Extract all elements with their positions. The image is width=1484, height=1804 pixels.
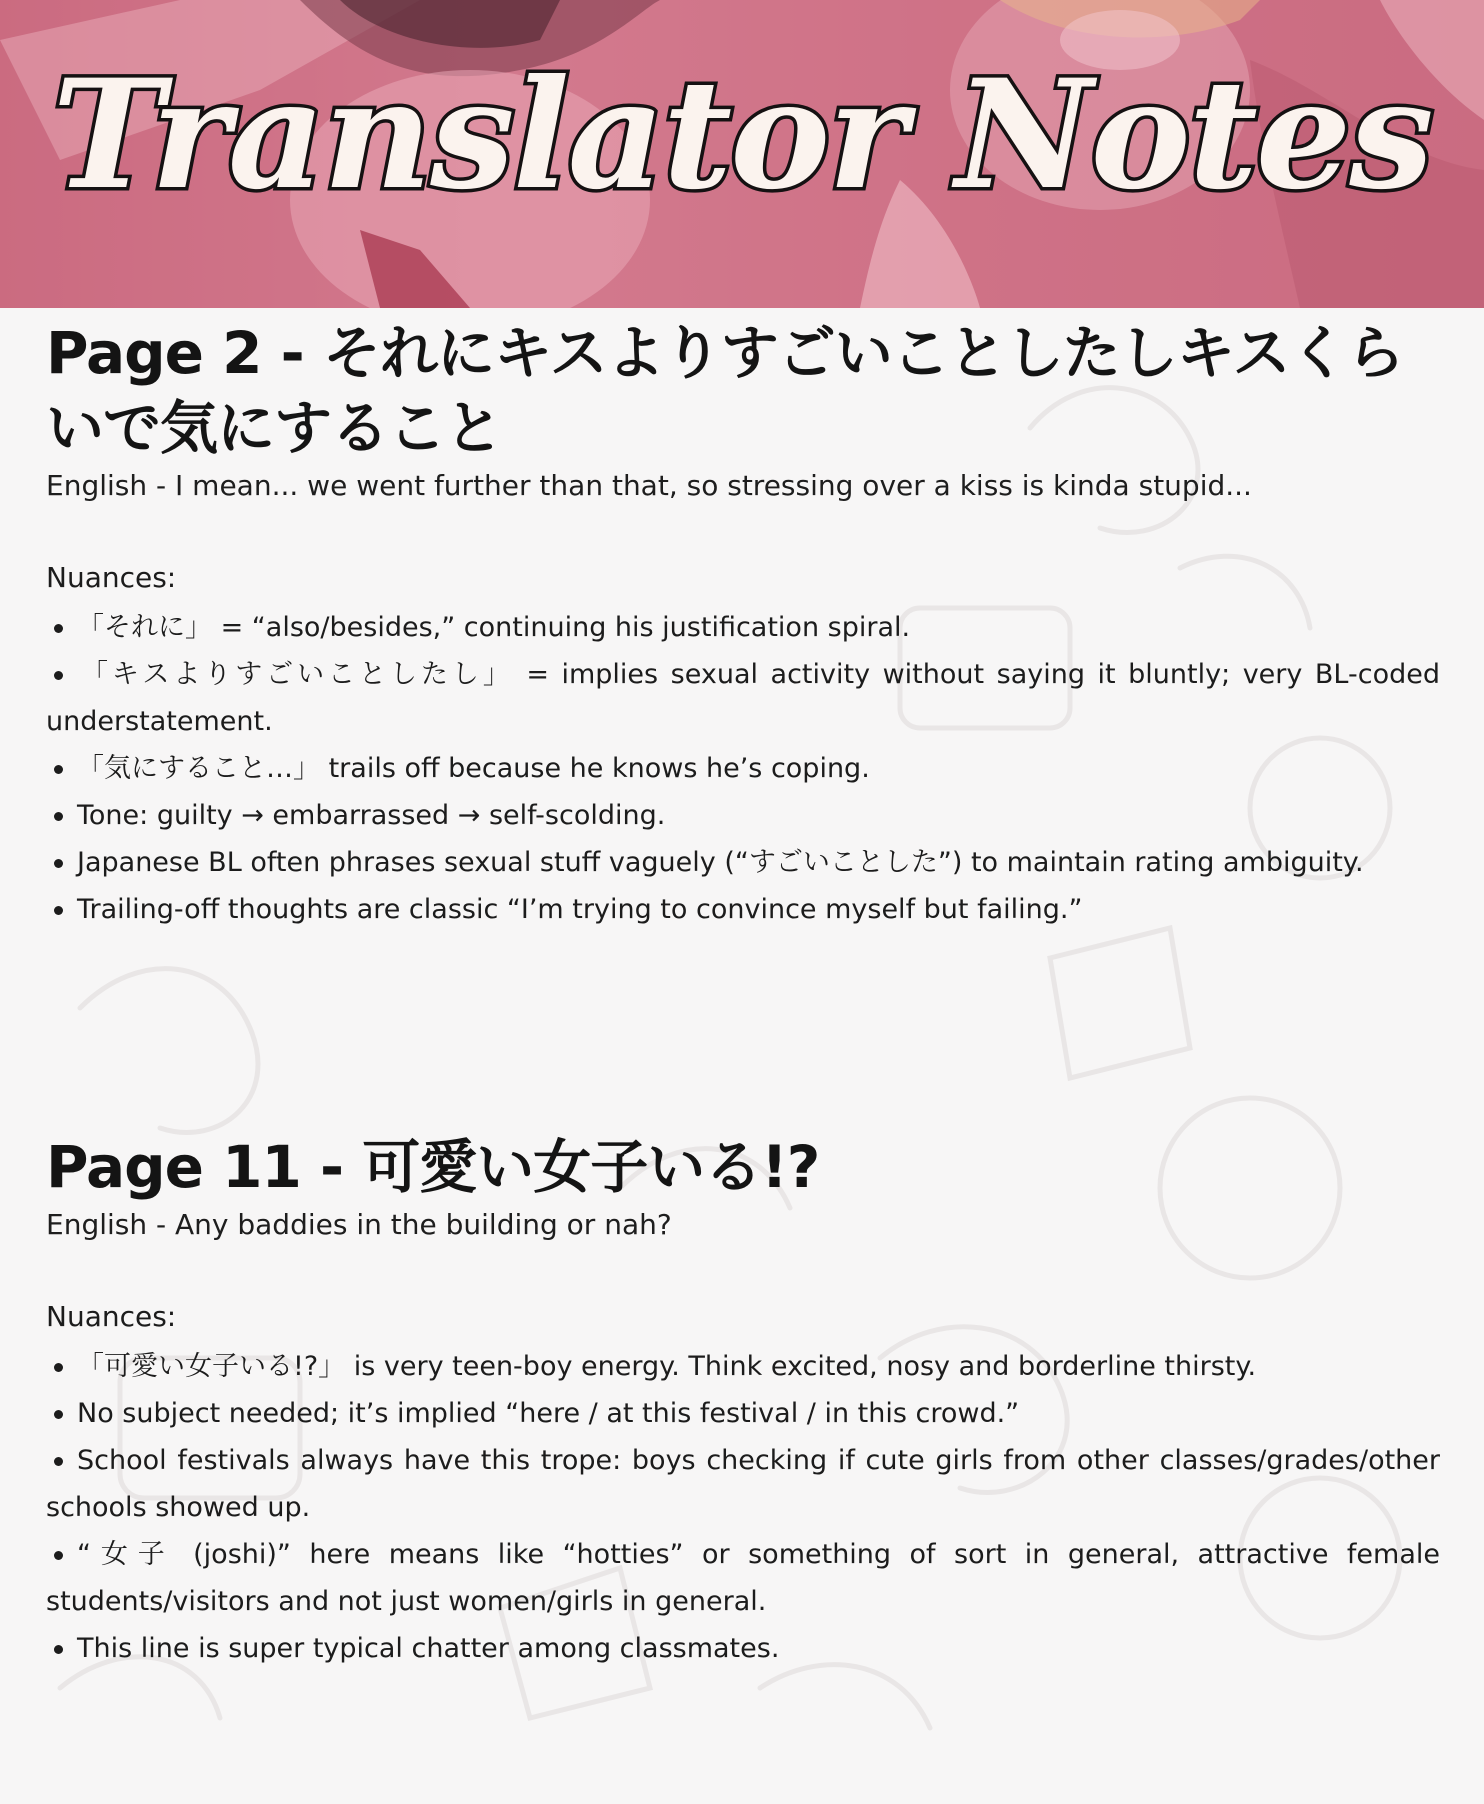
page-2-nuances-label: Nuances: xyxy=(46,561,177,594)
list-item: “女子 (joshi)” here means like “hotties” or something of sort in general, attractive female students/visitors and not just women/girls in general. xyxy=(46,1539,1440,1617)
list-item: Trailing-off thoughts are classic “I’m trying to convince myself but failing.” xyxy=(46,886,1440,933)
page-2-heading: Page 2 - それにキスよりすごいことしたしキスくらいで気にすること xyxy=(46,319,1404,462)
bullet-icon xyxy=(54,906,63,915)
page-11-english-line: English - Any baddies in the building or nah? xyxy=(46,1208,672,1241)
list-item: Tone: guilty → embarrassed → self-scolding. xyxy=(46,792,1440,839)
bullet-icon xyxy=(54,1551,63,1560)
bullet-icon xyxy=(54,1457,63,1466)
list-item: School festivals always have this trope: boys checking if cute girls from other classes/grades/other schools showed up. xyxy=(46,1445,1440,1523)
bullet-icon xyxy=(54,765,63,774)
bullet-icon xyxy=(54,624,63,633)
list-item: 「キスよりすごいことしたし」 = implies sexual activity without saying it bluntly; very BL-coded understatement. xyxy=(46,659,1440,737)
page-2-english-line: English - I mean... we went further than that, so stressing over a kiss is kinda stupid... xyxy=(46,469,1252,502)
bullet-icon xyxy=(54,859,63,868)
list-item: 「それに」 = “also/besides,” continuing his justification spiral. xyxy=(46,604,1440,651)
list-item: No subject needed; it’s implied “here / at this festival / in this crowd.” xyxy=(46,1390,1440,1437)
list-item: 「可愛い女子いる!?」 is very teen-boy energy. Think excited, nosy and borderline thirsty. xyxy=(46,1343,1440,1390)
note-section-page-11 xyxy=(46,1130,1440,1672)
banner-title: Translator Notes xyxy=(52,47,1432,223)
note-section-page-2 xyxy=(46,316,1440,933)
list-item: 「気にすること…」 trails off because he knows he’s coping. xyxy=(46,745,1440,792)
page-11-nuance-list xyxy=(46,1343,1440,1672)
page-11-heading: Page 11 - 可愛い女子いる!? xyxy=(46,1133,820,1201)
bullet-icon xyxy=(54,1645,63,1654)
list-item: Japanese BL often phrases sexual stuff vaguely (“すごいことした”) to maintain rating ambiguity. xyxy=(46,839,1440,886)
page-2-nuance-list xyxy=(46,604,1440,933)
bullet-icon xyxy=(54,1363,63,1372)
bullet-icon xyxy=(54,1410,63,1419)
header-banner xyxy=(0,0,1484,308)
bullet-icon xyxy=(54,812,63,821)
list-item: This line is super typical chatter among classmates. xyxy=(46,1625,1440,1672)
bullet-icon xyxy=(54,671,63,680)
page-11-nuances-label: Nuances: xyxy=(46,1300,177,1333)
